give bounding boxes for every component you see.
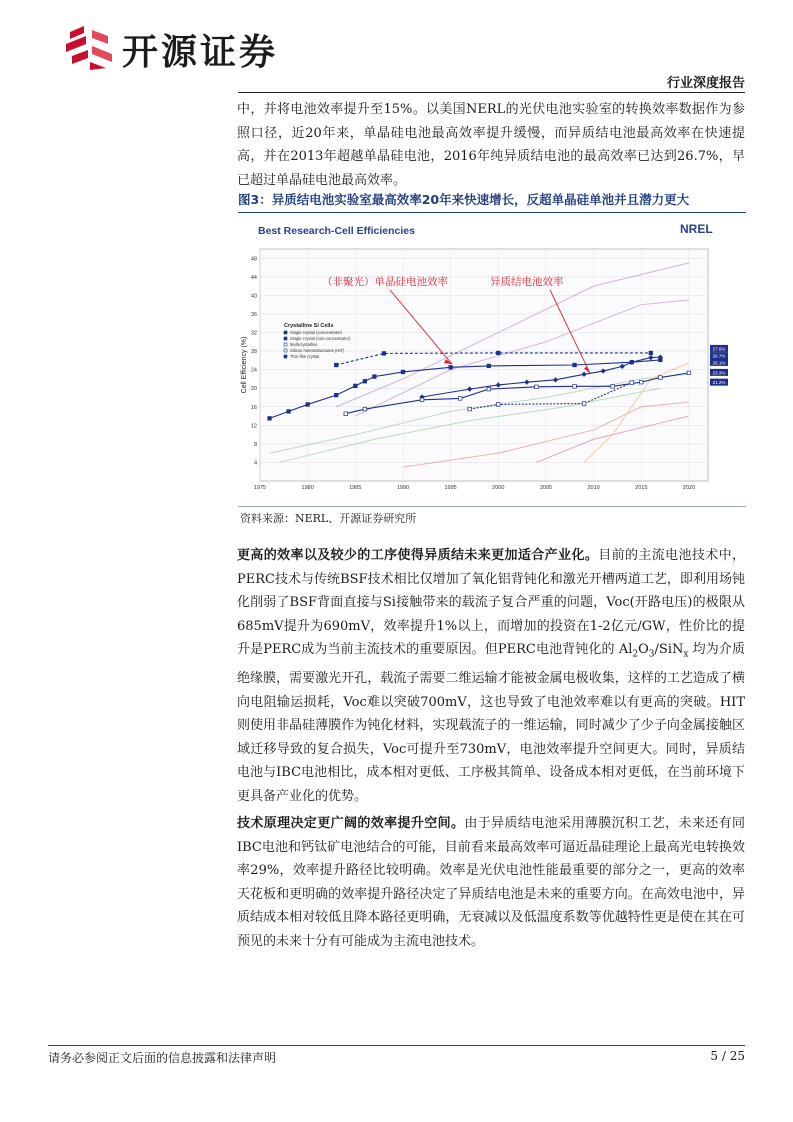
data-point: [487, 387, 491, 391]
formula-sub-2: 3: [648, 649, 655, 660]
formula-mid-2: /SiN: [654, 642, 684, 657]
efficiency-badge-label: 26.7%: [712, 353, 726, 359]
efficiency-badge-label: 26.1%: [712, 360, 726, 366]
company-logo: [62, 22, 302, 74]
data-point: [611, 385, 615, 389]
data-point: [496, 403, 500, 407]
legend-swatch: [284, 343, 287, 346]
y-tick-label: 4: [253, 460, 257, 467]
data-point: [687, 371, 691, 375]
y-axis-label: Cell Efficiency (%): [241, 336, 248, 394]
figure-top-rule: [238, 212, 746, 213]
body-paragraph-2: [237, 812, 745, 953]
legend-swatch: [284, 337, 287, 340]
x-tick-label: 1975: [253, 485, 267, 491]
data-point: [363, 407, 367, 411]
x-tick-label: 2015: [635, 485, 648, 491]
page-number: 5 / 25: [710, 1049, 745, 1063]
annotation-single-crystal: （非聚光）单晶硅电池效率: [322, 276, 448, 288]
legend-swatch: [284, 331, 287, 334]
nrel-logo: NREL: [680, 222, 713, 236]
x-tick-label: 2000: [492, 485, 505, 491]
y-tick-label: 24: [250, 367, 257, 374]
paragraph-1-text-b: 均为介质绝缘膜，需要激光开孔，载流子需要二维运输才能被金属电极收集，这样的工艺造成了横向电阻输运损耗，Voc难以突破700mV，这也导致了电池效率难以有更高的突破。HIT则使用非晶硅薄膜作为钝化材料，实现载流子的一维运输，同时减少了少子向金属接触区域迁移导致的复合损失，Voc可提升至730mV，电池效率提升空间更大。同时，异质结电池与IBC电池相比，成本相对更低、工序极其简单、设备成本相对更低，在当前环境下更具备产业化的优势。: [237, 642, 745, 804]
footer-disclaimer: 请务必参阅正文后面的信息披露和法律声明: [48, 1051, 277, 1065]
data-point: [268, 417, 272, 421]
paragraph-1-text-a: 目前的主流电池技术中，PERC技术与传统BSF技术相比仅增加了氧化铝背钝化和激光开槽两道工艺，即利用场钝化削弱了BSF背面直接与Si接触带来的载流子复合严重的问题，Voc(开路电压)的极限从685mV提升为690mV，效率提升1%以上，而增加的投资在1-2亿元/GW，性价比的提升是PERC成为当前主流技术的重要原因。但PERC电池背钝化的 Al: [237, 548, 745, 657]
data-point: [287, 410, 291, 414]
efficiency-badge-label: 21.2%: [712, 380, 726, 386]
annotation-heterojunction: 异质结电池效率: [490, 276, 564, 288]
x-tick-label: 2020: [682, 485, 696, 491]
y-tick-label: 16: [250, 404, 257, 411]
efficiency-badge-label: 27.6%: [712, 346, 726, 352]
data-point: [373, 375, 377, 379]
intro-paragraph: 中，并将电池效率提升至15%。以美国NERL的光伏电池实验室的转换效率数据作为参照口径，近20年来，单晶硅电池最高效率提升缓慢，而异质结电池最高效率在快速提高，并在2013年超越单晶硅电池，2016年纯异质结电池的最高效率已达到26.7%，早已超过单晶硅电池最高效率。: [237, 102, 745, 188]
legend-entry: Silicon heterostructures (HIT): [290, 348, 345, 353]
paragraph-2-lead: 技术原理决定更广阔的效率提升空间。: [237, 816, 465, 831]
data-point: [573, 385, 577, 389]
data-point: [649, 351, 653, 355]
y-tick-label: 12: [250, 423, 257, 430]
chart-title: Best Research-Cell Efficiencies: [258, 225, 415, 237]
data-point: [382, 352, 386, 356]
formula-mid-1: O: [638, 642, 649, 657]
legend-swatch: [284, 349, 287, 352]
company-name: 开源证券: [122, 32, 279, 73]
chart-canvas: [240, 217, 745, 502]
x-tick-label: 1990: [396, 485, 410, 491]
data-point: [401, 370, 405, 374]
data-point: [420, 398, 424, 402]
header-divider: [238, 92, 745, 93]
data-point: [458, 397, 462, 401]
body-paragraph-1: [237, 544, 745, 808]
figure-bottom-rule: [238, 506, 746, 507]
legend-entry: Multicrystalline: [290, 342, 318, 347]
x-tick-label: 2010: [587, 485, 600, 491]
data-point: [344, 412, 348, 416]
data-point: [334, 393, 338, 397]
y-tick-label: 48: [250, 256, 257, 263]
paragraph-1-lead: 更高的效率以及较少的工序使得异质结未来更加适合产业化。: [237, 548, 599, 563]
data-point: [449, 366, 453, 370]
y-tick-label: 36: [250, 311, 257, 318]
data-point: [659, 376, 663, 380]
y-tick-label: 8: [253, 441, 257, 448]
logo-mark-icon: [62, 24, 116, 72]
data-point: [306, 403, 310, 407]
y-tick-label: 32: [250, 330, 257, 337]
efficiency-chart: [240, 217, 745, 502]
legend-title: Crystalline Si Cells: [284, 323, 334, 329]
legend-entry: Single crystal (non-concentrator): [290, 336, 351, 341]
report-type-label: 行业深度报告: [666, 76, 745, 91]
data-point: [496, 351, 500, 355]
legend-entry: Single crystal (concentrator): [290, 330, 343, 335]
x-tick-label: 1980: [301, 485, 314, 491]
legend-entry: Thin-film crystal: [290, 354, 320, 359]
formula-sub-1: 2: [632, 649, 639, 660]
data-point: [639, 380, 643, 384]
data-point: [582, 402, 586, 406]
figure-source: 资料来源：NERL、开源证券研究所: [240, 512, 417, 525]
x-tick-label: 1995: [444, 485, 457, 491]
data-point: [535, 385, 539, 389]
figure-title: 图3：异质结电池实验室最高效率20年来快速增长，反超单晶硅单池并且潜力更大: [238, 192, 690, 207]
x-tick-label: 2005: [539, 485, 553, 491]
y-tick-label: 20: [250, 386, 257, 393]
data-point: [573, 363, 577, 367]
paragraph-2-text: 由于异质结电池采用薄膜沉积工艺，未来还有同IBC电池和钙钛矿电池结合的可能，目前看来最高效率可逼近晶硅理论上最高光电转换效率29%，效率提升路径比较明确。效率是光伏电池性能最重要的部分之一，更高的效率天花板和更明确的效率提升路径决定了异质结电池是未来的重要方向。在高效电池中，异质结成本相对较低且降本路径更明确，无衰减以及低温度系数等优越特性更是使在其在可预见的未来十分有可能成为主流电池技术。: [237, 816, 745, 949]
efficiency-badge-label: 23.3%: [712, 370, 726, 376]
footer-divider: [48, 1045, 745, 1046]
data-point: [363, 379, 367, 383]
formula-sub-3: x: [683, 649, 689, 660]
y-tick-label: 28: [250, 349, 257, 356]
data-point: [630, 381, 634, 385]
y-tick-label: 44: [250, 274, 257, 281]
data-point: [334, 363, 338, 367]
data-point: [487, 364, 491, 368]
legend-swatch: [284, 355, 287, 358]
data-point: [354, 384, 358, 388]
data-point: [468, 407, 472, 411]
x-tick-label: 1985: [349, 485, 362, 491]
y-tick-label: 40: [250, 293, 257, 300]
